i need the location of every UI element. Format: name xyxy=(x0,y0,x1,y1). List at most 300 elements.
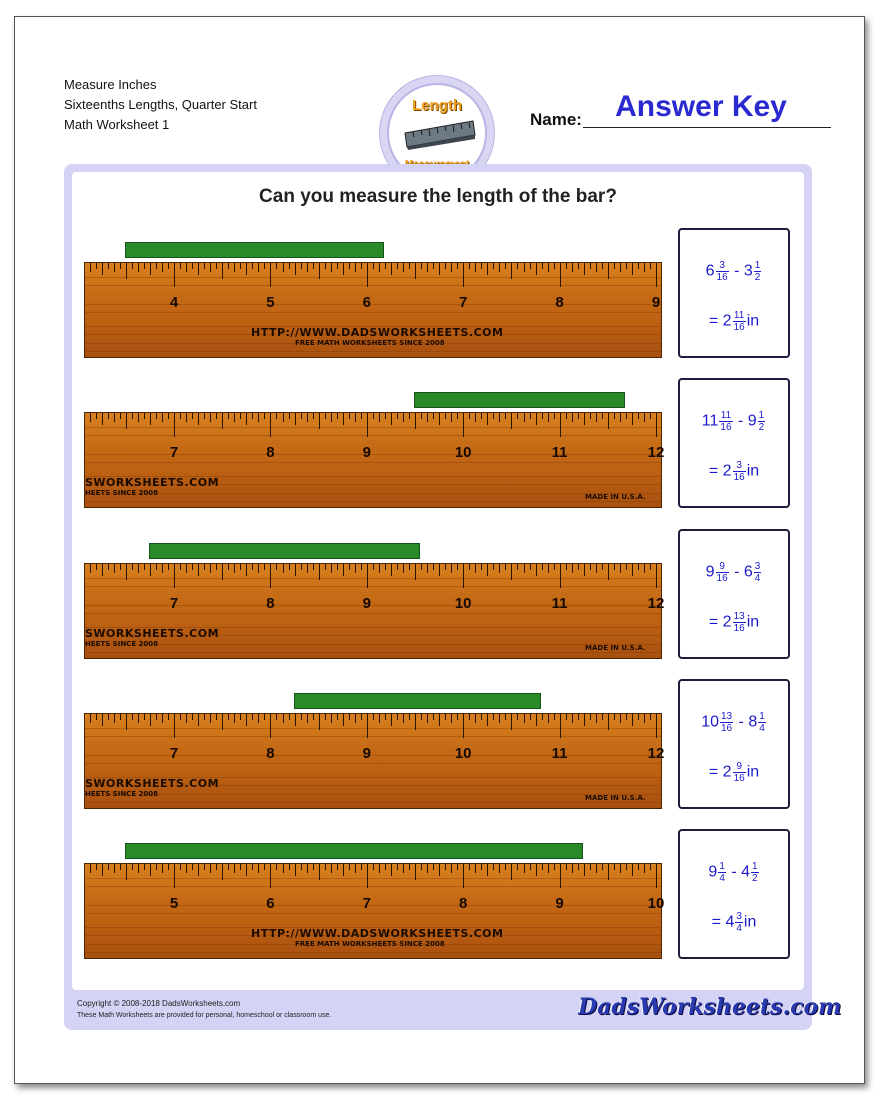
result-whole: 2 xyxy=(722,462,732,480)
ruler-tick xyxy=(439,714,440,726)
ruler-tick xyxy=(626,263,627,269)
ruler-tick xyxy=(325,714,326,720)
measured-bar xyxy=(414,392,625,408)
ruler-tick xyxy=(614,714,615,720)
ruler xyxy=(84,262,662,358)
ruler-tick xyxy=(114,263,115,272)
ruler-tick xyxy=(156,864,157,870)
ruler-tick xyxy=(276,714,277,720)
ruler-tick xyxy=(542,714,543,720)
ruler-tick xyxy=(331,864,332,873)
ruler-tick xyxy=(228,564,229,570)
ruler-tick xyxy=(228,714,229,720)
ruler-tick xyxy=(511,564,512,580)
ruler-tick xyxy=(307,413,308,422)
worksheet-topic: Measure Inches xyxy=(64,77,157,92)
ruler-tick xyxy=(102,413,103,425)
dadsworksheets-logo: DadsWorksheets.com xyxy=(578,994,842,1020)
ruler xyxy=(84,563,665,659)
ruler-tick xyxy=(578,864,579,870)
ruler-tick xyxy=(325,564,326,570)
ruler-tick xyxy=(240,413,241,419)
ruler-tick xyxy=(505,413,506,419)
ruler-inch-label: 6 xyxy=(266,895,275,912)
ruler-tick xyxy=(463,263,464,287)
subtraction-expression xyxy=(680,260,788,283)
ruler-inch-label: 7 xyxy=(169,444,179,461)
ruler-tick xyxy=(620,714,621,723)
result-unit: in xyxy=(746,763,760,781)
ruler-tick xyxy=(337,413,338,419)
ruler-tick xyxy=(445,714,446,720)
ruler-inch-label: 11 xyxy=(551,745,568,762)
ruler-tick xyxy=(650,564,651,570)
ruler-tick xyxy=(409,413,410,419)
ruler-tick xyxy=(433,413,434,419)
ruler-tick xyxy=(566,263,567,269)
ruler-tick xyxy=(590,564,591,570)
ruler-tick xyxy=(319,263,320,279)
ruler-tick xyxy=(343,564,344,576)
ruler-tick xyxy=(451,864,452,873)
ruler-tick xyxy=(656,864,657,888)
ruler-inch-label: 7 xyxy=(169,745,179,762)
ruler-tick xyxy=(385,413,386,419)
ruler-tick xyxy=(373,714,374,720)
ruler-tick xyxy=(180,864,181,870)
ruler-tick xyxy=(517,564,518,570)
wood-grain xyxy=(85,351,661,352)
answer-box xyxy=(678,228,790,358)
ruler-tick xyxy=(481,413,482,419)
wood-grain xyxy=(85,578,661,579)
ruler-tick xyxy=(295,714,296,726)
wood-grain xyxy=(85,886,661,887)
ruler-tick xyxy=(276,263,277,269)
ruler-tick xyxy=(469,564,470,570)
ruler-tick xyxy=(331,564,332,573)
ruler-tick xyxy=(445,263,446,269)
ruler-tick xyxy=(168,714,169,720)
ruler-tick xyxy=(258,413,259,422)
ruler-made-in: MADE IN U.S.A. xyxy=(585,493,646,501)
ruler-tick xyxy=(632,413,633,425)
ruler-tick xyxy=(301,714,302,720)
ruler-tick xyxy=(150,413,151,425)
ruler-tick xyxy=(246,263,247,275)
subtraction-expression xyxy=(680,711,788,734)
ruler-tick xyxy=(650,413,651,419)
ruler-tick xyxy=(313,413,314,419)
ruler-tick xyxy=(530,413,531,419)
ruler-tick xyxy=(511,714,512,730)
ruler-inch-label: 9 xyxy=(555,895,564,912)
ruler-tick xyxy=(144,564,145,570)
ruler-tick xyxy=(397,263,398,269)
ruler-tick xyxy=(457,864,458,870)
ruler-tick xyxy=(216,864,217,870)
ruler-tick xyxy=(361,413,362,419)
ruler-tick xyxy=(270,864,271,888)
wood-grain xyxy=(85,312,661,313)
ruler-tick xyxy=(156,413,157,419)
fraction-numerator: 13 xyxy=(733,611,745,622)
ruler-tick xyxy=(403,263,404,272)
minuend-whole: 11 xyxy=(701,412,719,430)
fraction-numerator: 1 xyxy=(759,711,765,722)
ruler-tick xyxy=(644,263,645,272)
ruler-tick xyxy=(114,413,115,422)
ruler-tick xyxy=(632,864,633,876)
ruler-tick xyxy=(216,413,217,419)
ruler-tick xyxy=(632,564,633,576)
ruler-tick xyxy=(246,864,247,876)
fraction xyxy=(735,911,743,934)
ruler-tick xyxy=(475,864,476,873)
ruler-tick xyxy=(246,714,247,726)
ruler-tick xyxy=(620,564,621,573)
ruler-tick xyxy=(499,564,500,573)
ruler-tick xyxy=(192,263,193,269)
ruler-tick xyxy=(222,263,223,279)
ruler-tick xyxy=(391,564,392,576)
ruler-tick xyxy=(373,864,374,870)
ruler-tick xyxy=(180,413,181,419)
ruler-tick xyxy=(554,714,555,720)
ruler-tick xyxy=(560,714,561,738)
ruler-tick xyxy=(626,564,627,570)
ruler-tick xyxy=(144,864,145,870)
ruler-tick xyxy=(469,864,470,870)
ruler-tick xyxy=(602,564,603,570)
ruler-tick xyxy=(204,864,205,870)
result-expression xyxy=(680,761,788,784)
ruler-tick xyxy=(289,864,290,870)
ruler-tick xyxy=(487,864,488,876)
ruler-tick xyxy=(475,564,476,573)
ruler-tick xyxy=(168,413,169,419)
ruler-tick xyxy=(234,864,235,873)
ruler-tick xyxy=(162,413,163,422)
ruler-inch-label: 10 xyxy=(454,745,472,762)
ruler-tick xyxy=(186,413,187,422)
wood-grain xyxy=(85,462,661,463)
ruler-tick xyxy=(626,714,627,720)
ruler-tick xyxy=(258,263,259,272)
ruler-tick xyxy=(415,263,416,279)
ruler-tick xyxy=(536,413,537,425)
ruler-tick xyxy=(427,714,428,723)
ruler-tick xyxy=(638,413,639,419)
ruler-tick xyxy=(192,714,193,720)
ruler-tick xyxy=(144,263,145,269)
ruler-tick xyxy=(361,864,362,870)
ruler-tick xyxy=(367,263,368,287)
subtraction-expression xyxy=(680,410,788,433)
ruler-tick xyxy=(602,413,603,419)
ruler-inch-label: 10 xyxy=(647,895,665,912)
ruler-tick xyxy=(578,413,579,419)
ruler-tick xyxy=(457,413,458,419)
ruler-tagline: HEETS SINCE 2008 xyxy=(85,489,159,497)
ruler-tick xyxy=(632,263,633,275)
result-expression xyxy=(680,911,788,934)
ruler-tick xyxy=(499,263,500,272)
ruler-tick xyxy=(596,413,597,422)
ruler-tick xyxy=(644,864,645,873)
ruler-inch-label: 9 xyxy=(362,745,371,762)
ruler-tick xyxy=(590,864,591,870)
ruler-tick xyxy=(584,564,585,576)
equals-sign: = xyxy=(711,913,726,931)
ruler-tick xyxy=(252,714,253,720)
ruler-tick xyxy=(614,864,615,870)
ruler-tick xyxy=(120,864,121,870)
ruler-tick xyxy=(536,864,537,876)
wood-grain xyxy=(85,586,661,587)
ruler-tick xyxy=(560,864,561,888)
subtrahend-whole: 3 xyxy=(743,262,753,280)
ruler-tick xyxy=(530,263,531,269)
ruler-tick xyxy=(307,263,308,272)
ruler-made-in: MADE IN U.S.A. xyxy=(585,794,646,802)
ruler-tick xyxy=(313,714,314,720)
ruler-tick xyxy=(451,564,452,573)
ruler-tick xyxy=(90,413,91,422)
ruler-tick xyxy=(270,263,271,287)
ruler-tick xyxy=(289,714,290,720)
ruler-tick xyxy=(186,864,187,873)
name-label: Name: xyxy=(530,110,582,129)
ruler-tick xyxy=(554,263,555,269)
ruler-tick xyxy=(343,413,344,425)
ruler-tick xyxy=(656,714,657,738)
minus-sign: - xyxy=(734,713,749,731)
ruler-tick xyxy=(126,714,127,730)
ruler-tick xyxy=(144,714,145,720)
ruler-tick xyxy=(487,263,488,275)
ruler-tick xyxy=(626,413,627,419)
ruler-tick xyxy=(180,263,181,269)
fraction-numerator: 1 xyxy=(758,410,765,421)
ruler-tick xyxy=(114,714,115,723)
ruler-tick xyxy=(542,864,543,870)
ruler-tick xyxy=(415,564,416,580)
wood-grain xyxy=(85,794,661,795)
ruler-tick xyxy=(481,564,482,570)
ruler-tick xyxy=(319,714,320,730)
ruler-tick xyxy=(246,413,247,425)
ruler-tagline: FREE MATH WORKSHEETS SINCE 2008 xyxy=(295,940,445,948)
ruler-tick xyxy=(150,714,151,726)
fraction xyxy=(751,861,759,884)
fraction xyxy=(754,561,762,584)
ruler-tick xyxy=(337,263,338,269)
ruler-tick xyxy=(264,564,265,570)
fraction-numerator: 1 xyxy=(754,260,761,271)
ruler-tick xyxy=(198,864,199,876)
ruler-tick xyxy=(608,263,609,279)
ruler-tick xyxy=(572,864,573,873)
ruler-tick xyxy=(234,413,235,422)
ruler-url: HTTP://WWW.DADSWORKSHEETS.COM xyxy=(251,927,504,940)
ruler-tick xyxy=(307,564,308,573)
ruler-tick xyxy=(96,714,97,720)
ruler-tick xyxy=(228,864,229,870)
ruler-inch-label: 7 xyxy=(459,294,468,311)
ruler-tick xyxy=(584,864,585,876)
ruler-tick xyxy=(548,564,549,573)
ruler-inch-label: 10 xyxy=(454,444,472,461)
ruler-tick xyxy=(415,413,416,429)
fraction-numerator: 1 xyxy=(719,861,725,872)
ruler-tick xyxy=(451,714,452,723)
ruler-tick xyxy=(120,263,121,269)
name-line xyxy=(583,127,831,128)
ruler-tick xyxy=(590,714,591,720)
ruler-tick xyxy=(240,714,241,720)
ruler-tagline: HEETS SINCE 2008 xyxy=(85,640,159,648)
ruler-tick xyxy=(252,564,253,570)
ruler-tick xyxy=(349,714,350,720)
result-whole: 2 xyxy=(722,613,732,631)
ruler-tick xyxy=(451,413,452,422)
result-unit: in xyxy=(746,312,760,330)
fraction xyxy=(754,260,762,283)
ruler-tick xyxy=(445,413,446,419)
ruler-tick xyxy=(487,714,488,726)
ruler-tick xyxy=(614,263,615,269)
ruler-inch-label: 11 xyxy=(551,595,568,612)
ruler-tick xyxy=(548,413,549,422)
ruler-tick xyxy=(150,864,151,876)
ruler-tick xyxy=(276,413,277,419)
ruler-tick xyxy=(493,413,494,419)
ruler-tick xyxy=(144,413,145,419)
fraction-numerator: 9 xyxy=(733,761,746,773)
ruler-tick xyxy=(499,714,500,723)
ruler-tick xyxy=(307,864,308,873)
ruler-inch-label: 7 xyxy=(169,595,179,612)
ruler-tick xyxy=(180,564,181,570)
result-whole: 2 xyxy=(722,763,732,781)
equals-sign: = xyxy=(708,613,723,631)
ruler-tick xyxy=(301,564,302,570)
ruler-tick xyxy=(524,564,525,573)
ruler-inch-label: 11 xyxy=(551,444,568,461)
ruler-tick xyxy=(620,263,621,272)
ruler-tick xyxy=(620,864,621,873)
fraction xyxy=(720,711,733,734)
ruler-tick xyxy=(156,263,157,269)
ruler-tick xyxy=(258,714,259,723)
ruler-tick xyxy=(204,564,205,570)
ruler-tick xyxy=(180,714,181,720)
ruler-tick xyxy=(560,564,561,588)
ruler-tick xyxy=(361,714,362,720)
ruler-tick xyxy=(216,263,217,269)
ruler-tick xyxy=(108,564,109,570)
ruler-inch-label: 9 xyxy=(651,294,661,311)
ruler-tick xyxy=(289,413,290,419)
minus-sign: - xyxy=(729,563,744,581)
ruler-tick xyxy=(614,413,615,419)
fraction-numerator: 11 xyxy=(720,410,732,421)
ruler-tick xyxy=(445,564,446,570)
ruler-tick xyxy=(192,413,193,419)
ruler-tick xyxy=(391,413,392,425)
ruler-inch-label: 6 xyxy=(362,294,371,311)
ruler-tick xyxy=(524,413,525,422)
ruler-url: HTTP://WWW.DADSWORKSHEETS.COM xyxy=(251,326,504,339)
ruler-tick xyxy=(397,714,398,720)
ruler-tick xyxy=(421,263,422,269)
subtrahend-whole: 9 xyxy=(747,412,757,430)
ruler-tick xyxy=(307,714,308,723)
ruler-tick xyxy=(481,263,482,269)
ruler-tick xyxy=(325,263,326,269)
ruler-tick xyxy=(264,864,265,870)
equals-sign: = xyxy=(708,312,723,330)
ruler-tick xyxy=(433,864,434,870)
ruler-tick xyxy=(572,714,573,723)
ruler-tick xyxy=(638,564,639,570)
ruler-tick xyxy=(415,714,416,730)
ruler-tick xyxy=(270,564,271,588)
fraction-denominator: 16 xyxy=(733,322,745,333)
ruler-tick xyxy=(246,564,247,576)
result-expression xyxy=(680,460,788,483)
fraction-numerator: 3 xyxy=(736,911,742,922)
ruler-tick xyxy=(427,263,428,272)
ruler-tick xyxy=(385,714,386,720)
ruler-tick xyxy=(626,864,627,870)
ruler-tick xyxy=(367,413,368,437)
ruler-tick xyxy=(90,714,91,723)
ruler-tick xyxy=(283,864,284,873)
ruler-tick xyxy=(566,714,567,720)
ruler-tick xyxy=(313,263,314,269)
logo-title: Length xyxy=(412,97,462,114)
ruler-tick xyxy=(566,864,567,870)
ruler-tick xyxy=(216,714,217,720)
fraction-numerator: 3 xyxy=(754,561,761,572)
ruler-tick xyxy=(343,864,344,876)
ruler-inch-label: 8 xyxy=(555,294,564,311)
ruler-tagline: FREE MATH WORKSHEETS SINCE 2008 xyxy=(295,339,445,347)
ruler-tick xyxy=(397,864,398,870)
ruler-inch-label: 8 xyxy=(459,895,468,912)
fraction xyxy=(718,861,726,884)
ruler-tick xyxy=(517,864,518,870)
answer-box xyxy=(678,679,790,809)
ruler-tick xyxy=(427,864,428,873)
subtraction-expression xyxy=(680,861,788,884)
ruler xyxy=(84,863,665,959)
ruler-tick xyxy=(439,564,440,576)
ruler-tick xyxy=(349,413,350,419)
ruler-tick xyxy=(379,413,380,422)
ruler-tick xyxy=(325,864,326,870)
ruler-tick xyxy=(602,864,603,870)
ruler-tick xyxy=(463,413,464,437)
fraction xyxy=(733,310,746,333)
ruler-tick xyxy=(632,714,633,726)
ruler-tick xyxy=(120,413,121,419)
ruler-tick xyxy=(590,263,591,269)
ruler-tick xyxy=(198,714,199,726)
ruler-tick xyxy=(210,714,211,723)
